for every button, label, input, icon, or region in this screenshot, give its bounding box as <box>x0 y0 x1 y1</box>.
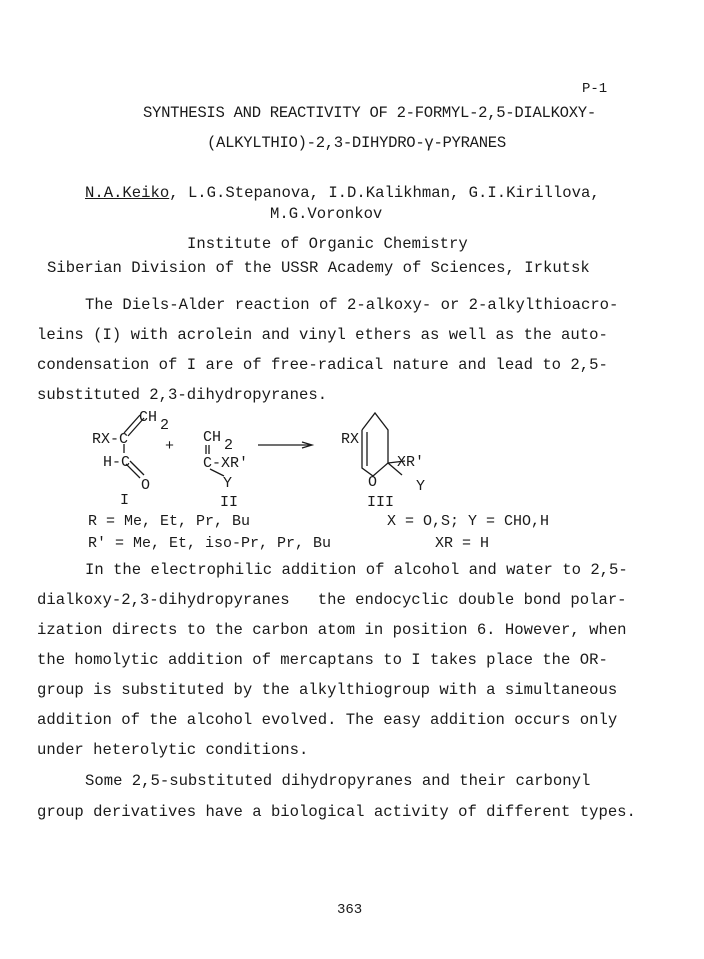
paragraph1-line: substituted 2,3-dihydropyranes. <box>37 386 328 404</box>
paragraph3-line: Some 2,5-substituted dihydropyranes and their carbonyl <box>85 772 591 790</box>
paragraph3-line: group derivatives have a biological activity of different types. <box>37 803 636 821</box>
title-line-2: (ALKYLTHIO)-2,3-DIHYDRO-γ-PYRANES <box>207 134 506 152</box>
c3-rx: RX <box>341 431 360 448</box>
c3-label: III <box>367 494 395 511</box>
authors-line-2: M.G.Voronkov <box>270 205 383 223</box>
c2-ch2-sub: 2 <box>224 437 234 454</box>
paragraph1-line: leins (I) with acrolein and vinyl ethers as well as the auto- <box>37 326 608 344</box>
c2-cxr: C-XR' <box>203 455 249 472</box>
c1-label: I <box>120 492 130 509</box>
c3-y: Y <box>416 478 426 495</box>
page-number: 363 <box>337 902 363 918</box>
paragraph1-line: condensation of I are of free-radical nature and lead to 2,5- <box>37 356 608 374</box>
c2-ch2: CH <box>203 429 222 446</box>
paragraph2-line: In the electrophilic addition of alcohol and water to 2,5- <box>85 561 628 579</box>
title-line-1: SYNTHESIS AND REACTIVITY OF 2-FORMYL-2,5-DIALKOXY- <box>143 104 596 122</box>
page-label: P-1 <box>582 81 608 97</box>
affiliation-line-2: Siberian Division of the USSR Academy of Sciences, Irkutsk <box>47 259 590 277</box>
def-xr: XR = H <box>435 535 490 552</box>
paragraph2-line: under heterolytic conditions. <box>37 741 309 759</box>
plus-sign: + <box>165 438 175 455</box>
authors-line-1 <box>85 184 600 202</box>
c3-o: O <box>368 474 378 491</box>
def-x-y: X = O,S; Y = CHO,H <box>387 513 550 530</box>
paragraph1-line: The Diels-Alder reaction of 2-alkoxy- or 2-alkylthioacro- <box>85 296 619 314</box>
c2-label: II <box>220 494 239 511</box>
def-r: R = Me, Et, Pr, Bu <box>88 513 251 530</box>
c1-ch2: CH <box>139 409 158 426</box>
authors-rest: , L.G.Stepanova, I.D.Kalikhman, G.I.Kirillova, <box>169 184 600 202</box>
c1-rx: RX-C <box>92 431 129 448</box>
paragraph2-line: dialkoxy-2,3-dihydropyranes the endocyclic double bond polar- <box>37 591 627 609</box>
author-first: N.A.Keiko <box>85 184 170 202</box>
paragraph2-line: ization directs to the carbon atom in position 6. However, when <box>37 621 627 639</box>
c1-hc: H-C <box>103 454 131 471</box>
paragraph2-line: group is substituted by the alkylthiogroup with a simultaneous <box>37 681 618 699</box>
c1-o: O <box>141 477 151 494</box>
paragraph2-line: the homolytic addition of mercaptans to I takes place the OR- <box>37 651 608 669</box>
c1-ch2-sub: 2 <box>160 417 170 434</box>
reaction-scheme <box>0 400 704 555</box>
paragraph2-line: addition of the alcohol evolved. The easy addition occurs only <box>37 711 618 729</box>
affiliation-line-1: Institute of Organic Chemistry <box>187 235 468 253</box>
def-r-prime: R' = Me, Et, iso-Pr, Pr, Bu <box>88 535 332 552</box>
c2-y: Y <box>223 475 233 492</box>
c3-xr: XR' <box>397 454 425 471</box>
